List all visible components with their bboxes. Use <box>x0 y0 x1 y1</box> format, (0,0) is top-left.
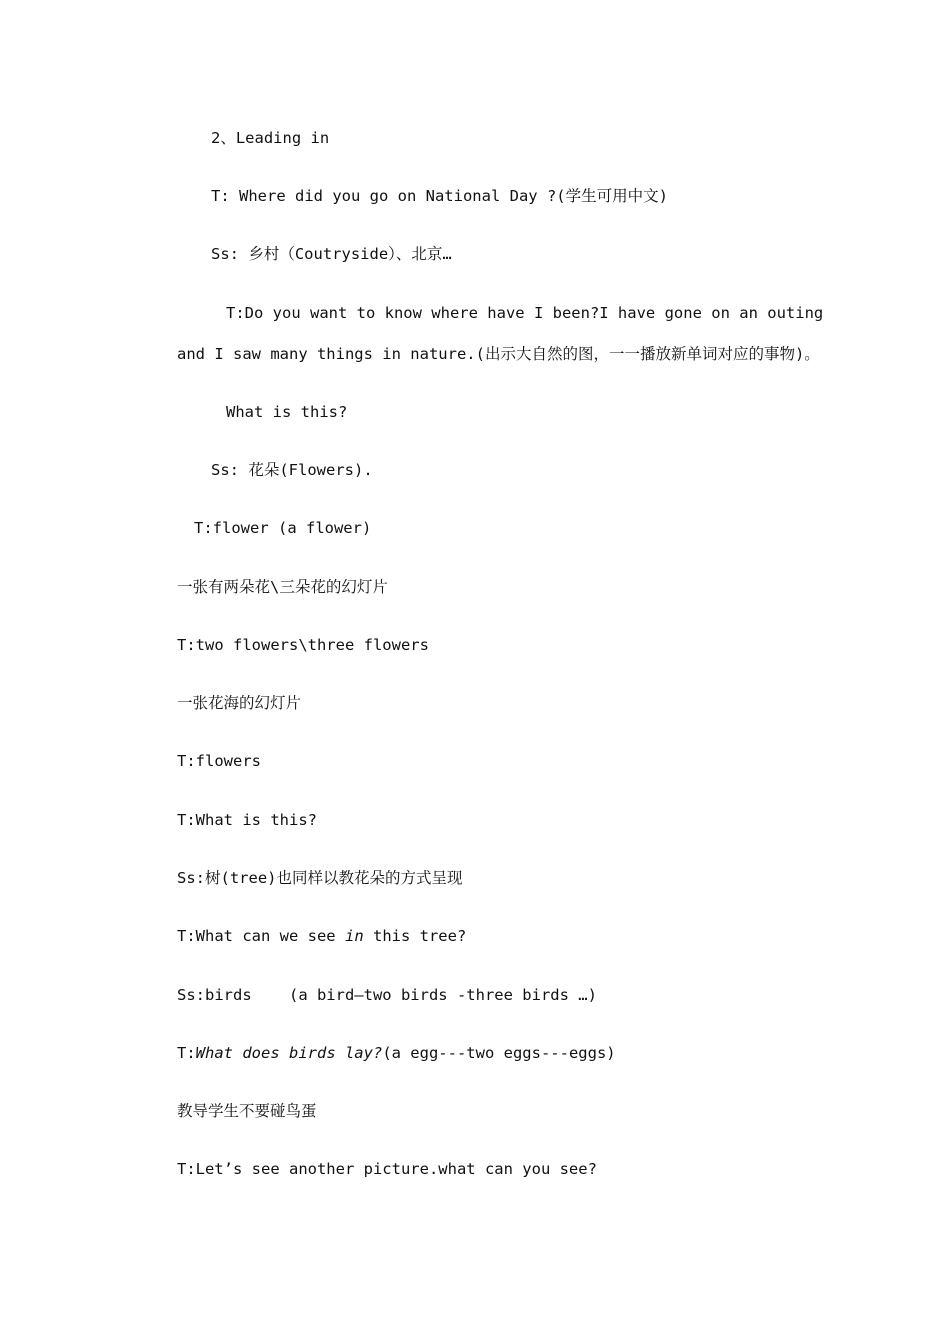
teacher-line: T:Do you want to know where have I been?I have gone on an outing <box>226 304 824 322</box>
section-heading: 2、Leading in <box>211 129 330 147</box>
teacher-question: T:Let’s see another picture.what can you see? <box>177 1160 597 1178</box>
students-line: Ss: 花朵(Flowers). <box>211 461 373 479</box>
teacher-line: T: Where did you go on National Day ?(学生可用中文) <box>211 187 668 205</box>
text-segment: this tree? <box>363 927 467 945</box>
instruction-line: 教导学生不要碰鸟蛋 <box>177 1102 317 1120</box>
teacher-line-continued: and I saw many things in nature.(出示大自然的图，一一播放新单词对应的事物)。 <box>177 345 820 363</box>
teacher-line: T:flowers <box>177 752 261 770</box>
text-segment: (a egg---two eggs---eggs) <box>382 1044 616 1062</box>
teacher-question <box>177 1043 616 1063</box>
students-line: Ss:birds (a bird—two birds -three birds …) <box>177 986 597 1004</box>
text-segment: T:What can we see <box>177 927 345 945</box>
italic-segment: in <box>344 927 364 945</box>
instruction-line: 一张花海的幻灯片 <box>177 694 302 712</box>
teacher-question: What is this? <box>226 403 348 421</box>
teacher-line: T:flower (a flower) <box>194 519 372 537</box>
students-line: Ss: 乡村（Coutryside）、北京… <box>211 245 452 263</box>
students-line: Ss:树(tree)也同样以教花朵的方式呈现 <box>177 869 463 887</box>
text-segment: T: <box>177 1044 196 1062</box>
instruction-line: 一张有两朵花\三朵花的幻灯片 <box>177 578 388 596</box>
italic-segment: What does birds lay? <box>195 1044 383 1062</box>
teacher-question: T:What is this? <box>177 811 317 829</box>
teacher-question <box>177 926 466 946</box>
teacher-line: T:two flowers\three flowers <box>177 636 429 654</box>
